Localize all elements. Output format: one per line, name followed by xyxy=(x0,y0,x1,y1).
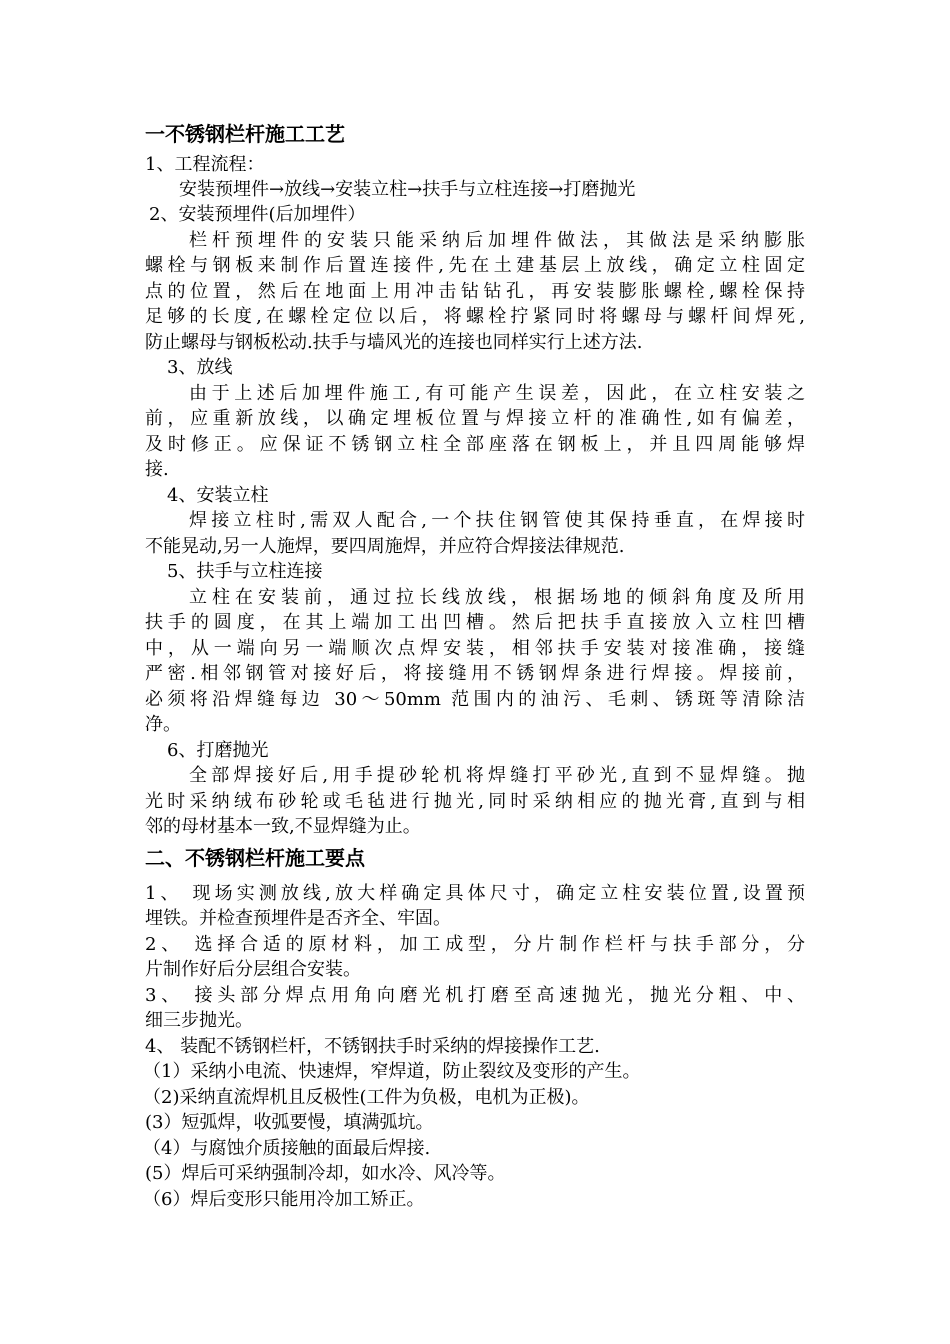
paragraph-line: 螺栓与钢板来制作后置连接件,先在土建基层上放线，确定立柱固定 xyxy=(145,255,805,276)
point-line: 4、 装配不锈钢栏杆，不锈钢扶手时采纳的焊接操作工艺. xyxy=(145,1036,600,1057)
point-subline: (3）短弧焊，收弧要慢，填满弧坑。 xyxy=(145,1112,434,1133)
paragraph-line: 立柱在安装前，通过拉长线放线，根据场地的倾斜角度及所用 xyxy=(189,587,805,608)
paragraph-line: 不能晃动,另一人施焊，要四周施焊，并应符合焊接法律规范. xyxy=(145,536,625,557)
item-3-heading: 3、放线 xyxy=(167,357,233,378)
point-line: 2、 选择合适的原材料，加工成型，分片制作栏杆与扶手部分，分 xyxy=(145,934,805,955)
paragraph-line: 必须将沿焊缝每边 30～50mm 范围内的油污、毛刺、锈斑等清除洁 xyxy=(145,689,805,710)
item-5-heading: 5、扶手与立柱连接 xyxy=(167,561,323,582)
paragraph-line: 栏杆预埋件的安装只能采纳后加埋件做法，其做法是采纳膨胀 xyxy=(189,230,805,251)
paragraph-line: 扶手的圆度，在其上端加工出凹槽。然后把扶手直接放入立柱凹槽 xyxy=(145,612,805,633)
paragraph-line: 严密.相邻钢管对接好后，将接缝用不锈钢焊条进行焊接。焊接前， xyxy=(145,663,805,684)
item-4-heading: 4、安装立柱 xyxy=(167,485,269,506)
point-line: 细三步抛光。 xyxy=(145,1010,253,1031)
paragraph-line: 中，从一端向另一端顺次点焊安装，相邻扶手安装对接准确，接缝 xyxy=(145,638,805,659)
item-6-heading: 6、打磨抛光 xyxy=(167,740,269,761)
point-line: 3、 接头部分焊点用角向磨光机打磨至高速抛光，抛光分粗、中、 xyxy=(145,985,805,1006)
paragraph-line: 由于上述后加埋件施工,有可能产生误差，因此，在立柱安装之 xyxy=(189,383,805,404)
paragraph-line: 点的位置，然后在地面上用冲击钻钻孔，再安装膨胀螺栓,螺栓保持 xyxy=(145,281,805,302)
paragraph-line: 接. xyxy=(145,459,169,480)
paragraph-line: 前，应重新放线，以确定埋板位置与焊接立杆的准确性,如有偏差， xyxy=(145,408,805,429)
point-subline: （4）与腐蚀介质接触的面最后焊接. xyxy=(143,1138,431,1159)
paragraph-line: 足够的长度,在螺栓定位以后，将螺栓拧紧同时将螺母与螺杆间焊死, xyxy=(145,306,805,327)
paragraph-line: 光时采纳绒布砂轮或毛毡进行抛光,同时采纳相应的抛光膏,直到与相 xyxy=(145,791,805,812)
point-subline: (5）焊后可采纳强制冷却，如水冷、风冷等。 xyxy=(145,1163,506,1184)
point-subline: （6）焊后变形只能用冷加工矫正。 xyxy=(143,1189,425,1210)
section-1-title: 一不锈钢栏杆施工工艺 xyxy=(145,122,345,146)
point-line: 埋铁。并检查预埋件是否齐全、牢固。 xyxy=(145,908,451,929)
point-line: 1、 现场实测放线,放大样确定具体尺寸，确定立柱安装位置,设置预 xyxy=(145,883,805,904)
paragraph-line: 焊接立柱时,需双人配合,一个扶住钢管使其保持垂直，在焊接时 xyxy=(189,510,805,531)
process-flow-text: 安装预埋件→放线→安装立柱→扶手与立柱连接→打磨抛光 xyxy=(179,179,636,200)
point-line: 片制作好后分层组合安装。 xyxy=(145,959,361,980)
paragraph-line: 净。 xyxy=(145,714,181,735)
section-2-title: 二、不锈钢栏杆施工要点 xyxy=(145,846,365,870)
point-subline: （2)采纳直流焊机且反极性(工件为负极，电机为正极)。 xyxy=(143,1087,590,1108)
item-1-heading: 1、工程流程： xyxy=(145,154,265,175)
item-2-heading: 2、安装预埋件(后加埋件） xyxy=(149,204,366,225)
paragraph-line: 全部焊接好后,用手提砂轮机将焊缝打平砂光,直到不显焊缝。抛 xyxy=(189,765,805,786)
paragraph-line: 防止螺母与钢板松动.扶手与墙风光的连接也同样实行上述方法. xyxy=(145,332,643,353)
paragraph-line: 邻的母材基本一致,不显焊缝为止。 xyxy=(145,816,421,837)
point-subline: （1）采纳小电流、快速焊，窄焊道，防止裂纹及变形的产生。 xyxy=(143,1061,641,1082)
paragraph-line: 及时修正。应保证不锈钢立柱全部座落在钢板上，并且四周能够焊 xyxy=(145,434,805,455)
